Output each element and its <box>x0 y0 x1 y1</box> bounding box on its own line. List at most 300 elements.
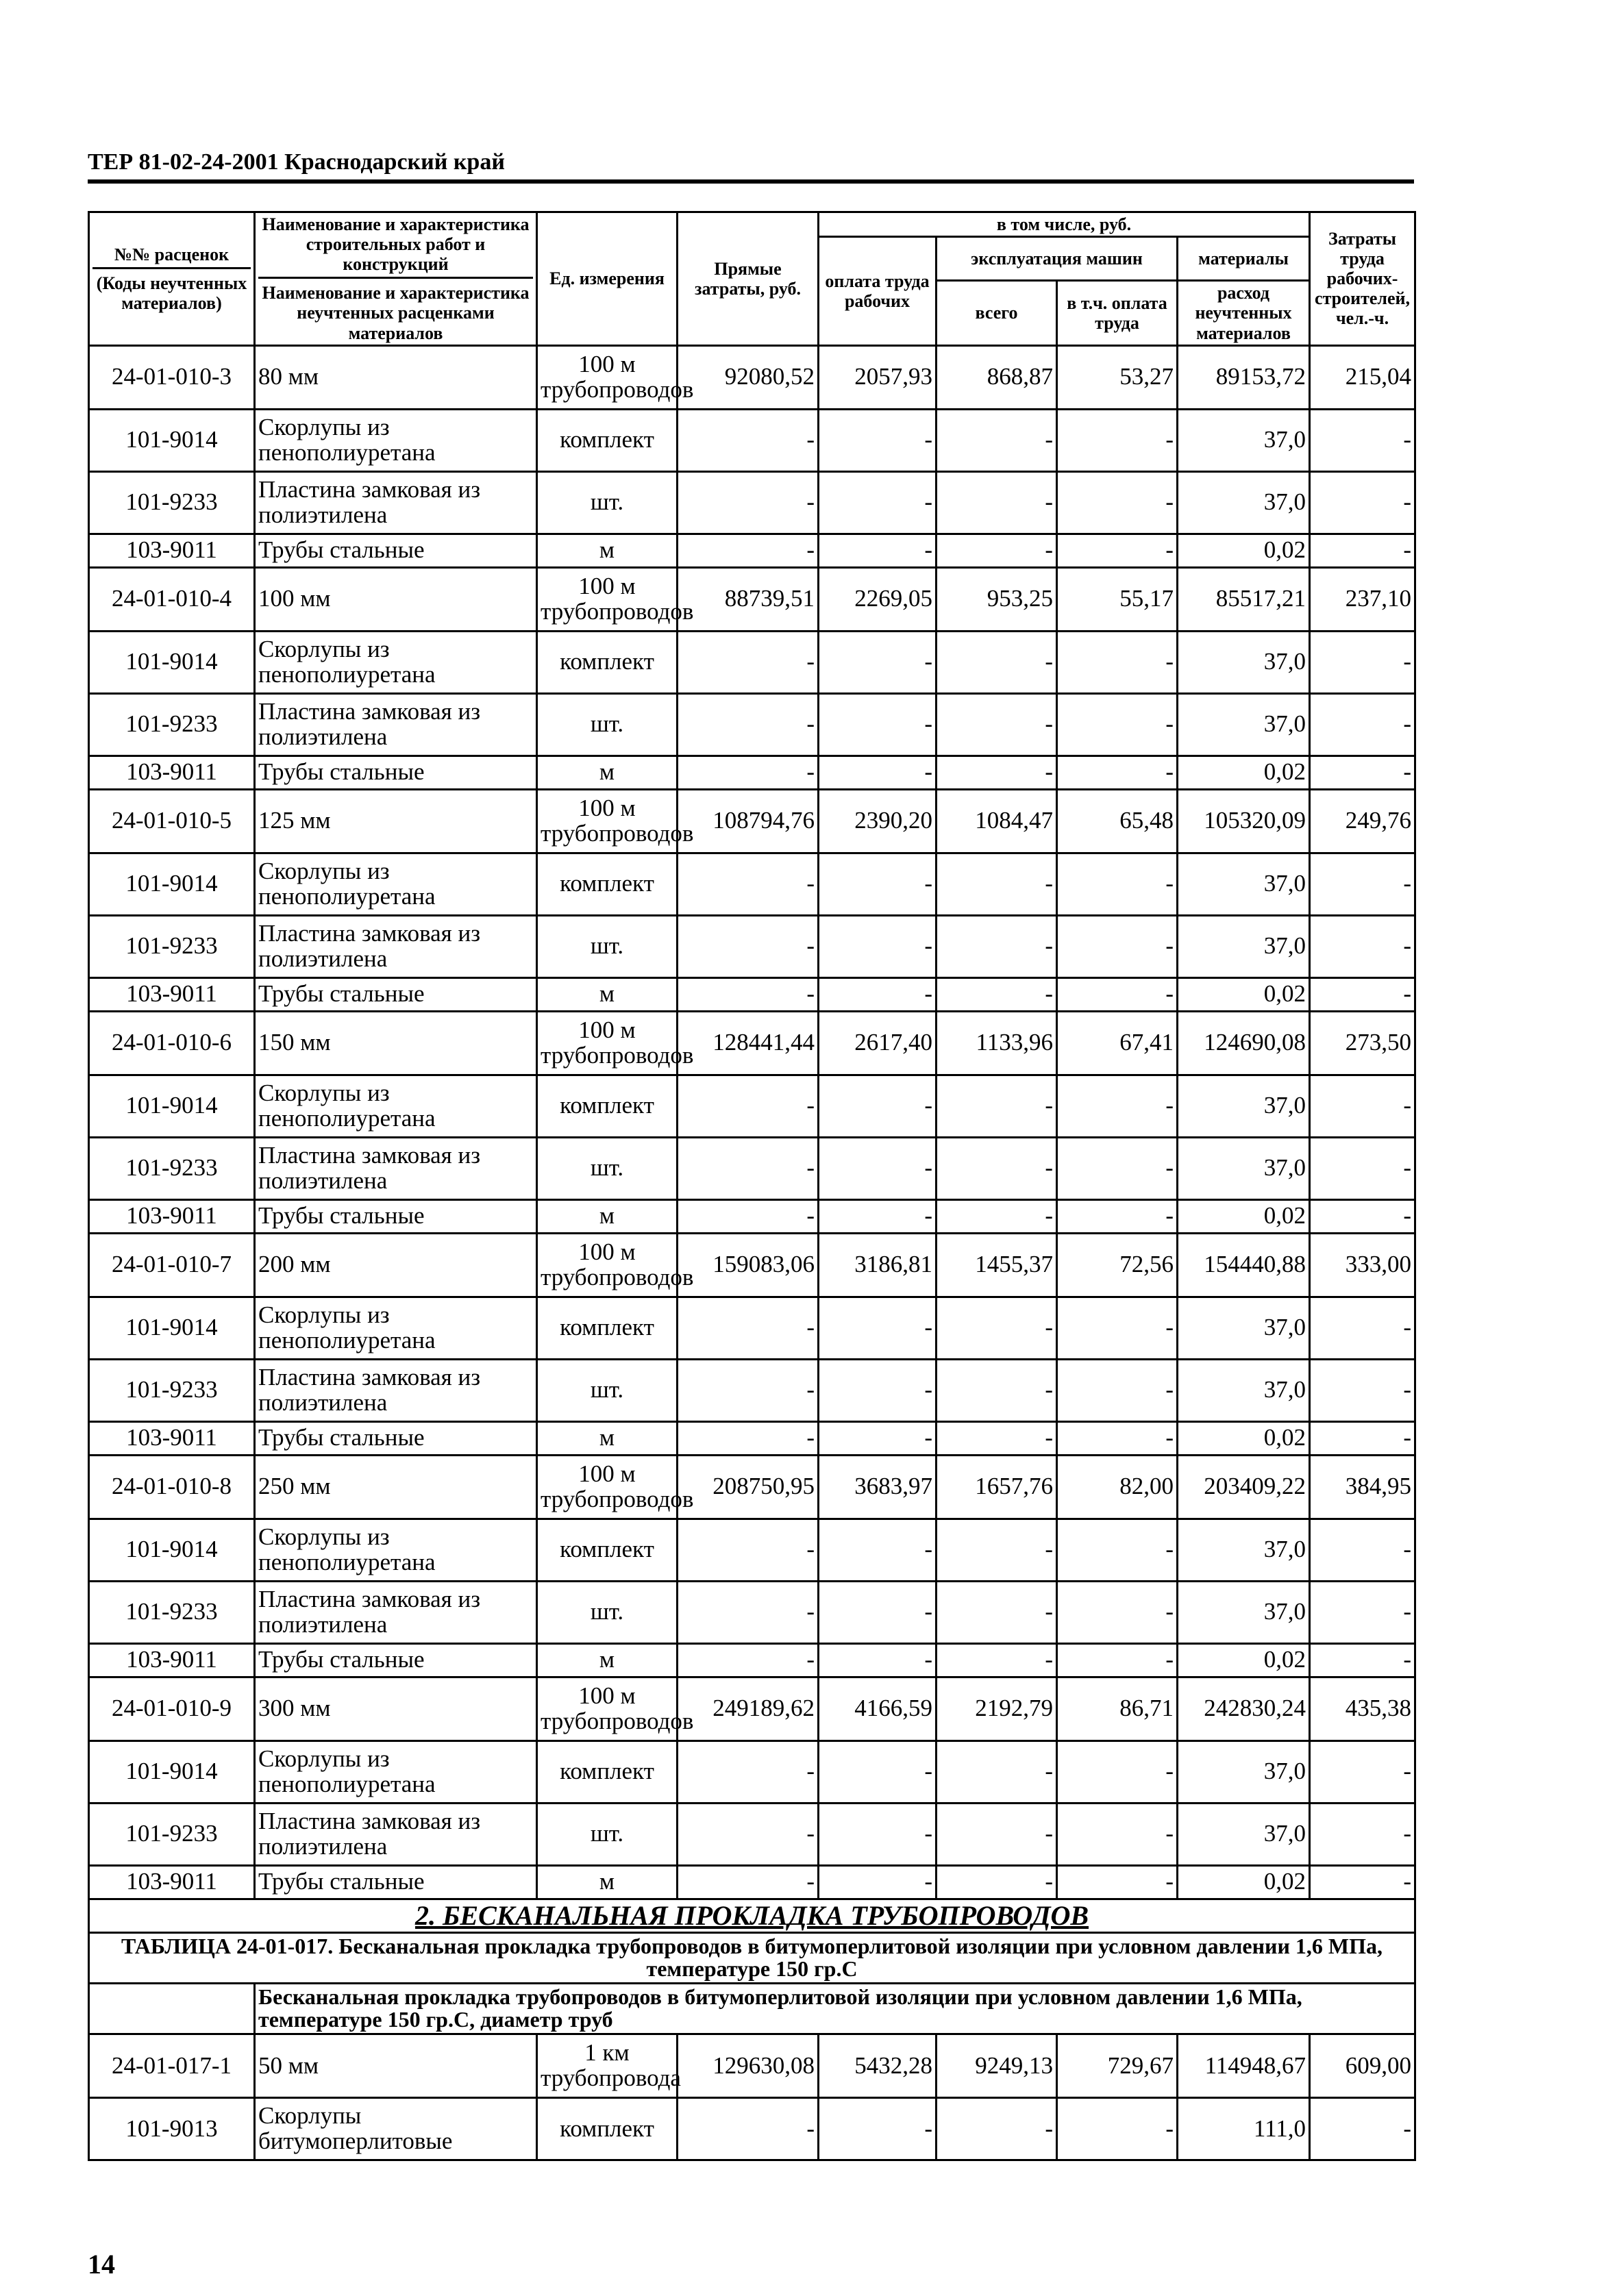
material-consumption: 37,0 <box>1178 915 1310 977</box>
machines-total: - <box>937 1421 1057 1455</box>
machines-wage: - <box>1057 1643 1178 1677</box>
direct-costs: - <box>678 977 819 1011</box>
material-name: Трубы стальные <box>255 534 537 567</box>
labor: - <box>1310 1199 1415 1233</box>
col-incl-header: в том числе, руб. <box>819 212 1310 237</box>
machines-total: 9249,13 <box>937 2034 1057 2098</box>
material-code: 101-9014 <box>89 1519 255 1581</box>
material-consumption: 0,02 <box>1178 1199 1310 1233</box>
table-row <box>89 789 1415 853</box>
wage: - <box>819 471 937 534</box>
material-code: 101-9233 <box>89 1359 255 1421</box>
direct-costs: 88739,51 <box>678 567 819 631</box>
wage: - <box>819 1421 937 1455</box>
unit: 100 м трубопроводов <box>537 789 678 853</box>
direct-costs: 129630,08 <box>678 2034 819 2098</box>
material-consumption: 0,02 <box>1178 977 1310 1011</box>
material-name: Трубы стальные <box>255 1643 537 1677</box>
wage: - <box>819 1199 937 1233</box>
direct-costs: - <box>678 915 819 977</box>
unit: комплект <box>537 1075 678 1137</box>
material-code: 101-9013 <box>89 2098 255 2160</box>
table-row <box>89 1421 1415 1455</box>
table-row <box>89 1075 1415 1137</box>
labor: - <box>1310 1519 1415 1581</box>
machines-total: - <box>937 1643 1057 1677</box>
materials: 105320,09 <box>1178 789 1310 853</box>
labor: 435,38 <box>1310 1677 1415 1740</box>
material-consumption: 37,0 <box>1178 1519 1310 1581</box>
materials: 154440,88 <box>1178 1233 1310 1297</box>
machines-wage: 53,27 <box>1057 345 1178 409</box>
table-row <box>89 534 1415 567</box>
material-name: Скорлупы из пенополиуретана <box>255 631 537 693</box>
machines-total: - <box>937 1137 1057 1199</box>
material-consumption: 37,0 <box>1178 409 1310 471</box>
labor: - <box>1310 2098 1415 2160</box>
material-code: 103-9011 <box>89 534 255 567</box>
unit: м <box>537 1199 678 1233</box>
table-row <box>89 693 1415 756</box>
material-name: Трубы стальные <box>255 756 537 789</box>
wage: - <box>819 1581 937 1643</box>
work-name: 200 мм <box>255 1233 537 1297</box>
direct-costs: - <box>678 1519 819 1581</box>
rate-code: 24-01-010-9 <box>89 1677 255 1740</box>
labor: - <box>1310 977 1415 1011</box>
material-name: Трубы стальные <box>255 1865 537 1899</box>
col-name-header <box>255 212 537 346</box>
unit: 100 м трубопроводов <box>537 1455 678 1519</box>
table-row <box>89 1455 1415 1519</box>
material-consumption: 0,02 <box>1178 534 1310 567</box>
work-name: 50 мм <box>255 2034 537 2098</box>
materials: 203409,22 <box>1178 1455 1310 1519</box>
direct-costs: - <box>678 693 819 756</box>
unit: 1 км трубопровода <box>537 2034 678 2098</box>
labor: 609,00 <box>1310 2034 1415 2098</box>
machines-total: - <box>937 756 1057 789</box>
direct-costs: - <box>678 1803 819 1865</box>
machines-total: 1657,76 <box>937 1455 1057 1519</box>
machines-wage: 82,00 <box>1057 1455 1178 1519</box>
table-row <box>89 977 1415 1011</box>
wage: 5432,28 <box>819 2034 937 2098</box>
table-row <box>89 471 1415 534</box>
col-direct-header: Прямые затраты, руб. <box>678 212 819 346</box>
machines-wage: - <box>1057 977 1178 1011</box>
materials: 85517,21 <box>1178 567 1310 631</box>
wage: 4166,59 <box>819 1677 937 1740</box>
machines-total: - <box>937 1519 1057 1581</box>
table-title: ТАБЛИЦА 24-01-017. Бесканальная прокладка трубопроводов в битумоперлитовой изоляции при условном давлении 1,6 МПа, температуре 150 гр.С <box>89 1932 1415 1983</box>
direct-costs: - <box>678 1421 819 1455</box>
direct-costs: - <box>678 1643 819 1677</box>
material-name: Трубы стальные <box>255 1199 537 1233</box>
table-row <box>89 1359 1415 1421</box>
direct-costs: - <box>678 471 819 534</box>
machines-wage: 65,48 <box>1057 789 1178 853</box>
direct-costs: - <box>678 1137 819 1199</box>
material-consumption: 37,0 <box>1178 1740 1310 1803</box>
rate-code: 24-01-010-6 <box>89 1011 255 1075</box>
price-table <box>88 211 1416 2161</box>
work-name: 250 мм <box>255 1455 537 1519</box>
material-name: Скорлупы из пенополиуретана <box>255 1740 537 1803</box>
col-unit-header: Ед. измерения <box>537 212 678 346</box>
direct-costs: 128441,44 <box>678 1011 819 1075</box>
direct-costs: 108794,76 <box>678 789 819 853</box>
material-code: 103-9011 <box>89 1865 255 1899</box>
labor: - <box>1310 1581 1415 1643</box>
machines-wage: 72,56 <box>1057 1233 1178 1297</box>
table-row <box>89 915 1415 977</box>
col-mat-unaccounted-header: расход неучтенных материалов <box>1178 281 1310 345</box>
machines-total: - <box>937 915 1057 977</box>
labor: - <box>1310 1359 1415 1421</box>
machines-total: - <box>937 471 1057 534</box>
unit: м <box>537 1421 678 1455</box>
machines-total: - <box>937 2098 1057 2160</box>
labor: - <box>1310 409 1415 471</box>
unit: шт. <box>537 693 678 756</box>
machines-wage: 55,17 <box>1057 567 1178 631</box>
rate-code: 24-01-010-5 <box>89 789 255 853</box>
labor: - <box>1310 853 1415 915</box>
material-name: Трубы стальные <box>255 1421 537 1455</box>
direct-costs: - <box>678 1740 819 1803</box>
labor: 273,50 <box>1310 1011 1415 1075</box>
col-code-top: №№ расценок <box>92 245 251 269</box>
material-consumption: 37,0 <box>1178 1803 1310 1865</box>
direct-costs: - <box>678 2098 819 2160</box>
labor: - <box>1310 1297 1415 1359</box>
labor: - <box>1310 693 1415 756</box>
table-row <box>89 1581 1415 1643</box>
machines-total: 1133,96 <box>937 1011 1057 1075</box>
labor: - <box>1310 1803 1415 1865</box>
machines-total: - <box>937 534 1057 567</box>
machines-wage: - <box>1057 853 1178 915</box>
work-name: 300 мм <box>255 1677 537 1740</box>
materials: 114948,67 <box>1178 2034 1310 2098</box>
unit: комплект <box>537 1740 678 1803</box>
material-name: Пластина замковая из полиэтилена <box>255 915 537 977</box>
machines-wage: - <box>1057 1581 1178 1643</box>
wage: - <box>819 756 937 789</box>
labor: 333,00 <box>1310 1233 1415 1297</box>
table-row <box>89 409 1415 471</box>
col-name-bottom: Наименование и характеристика неучтенных расценками материалов <box>262 283 530 343</box>
machines-total: - <box>937 977 1057 1011</box>
material-code: 101-9014 <box>89 1740 255 1803</box>
table-row <box>89 1740 1415 1803</box>
material-name: Пластина замковая из полиэтилена <box>255 471 537 534</box>
material-code: 101-9014 <box>89 853 255 915</box>
group-description-row <box>89 1983 1415 2034</box>
table-title-row <box>89 1932 1415 1983</box>
machines-total: 953,25 <box>937 567 1057 631</box>
labor: - <box>1310 1421 1415 1455</box>
unit: комплект <box>537 409 678 471</box>
table-row <box>89 1137 1415 1199</box>
material-consumption: 37,0 <box>1178 1075 1310 1137</box>
machines-total: 868,87 <box>937 345 1057 409</box>
materials: 242830,24 <box>1178 1677 1310 1740</box>
direct-costs: - <box>678 1075 819 1137</box>
wage: - <box>819 1359 937 1421</box>
rate-code: 24-01-010-7 <box>89 1233 255 1297</box>
wage: - <box>819 853 937 915</box>
wage: - <box>819 534 937 567</box>
material-code: 101-9014 <box>89 1297 255 1359</box>
direct-costs: 92080,52 <box>678 345 819 409</box>
table-row <box>89 567 1415 631</box>
wage: - <box>819 915 937 977</box>
material-code: 101-9233 <box>89 1803 255 1865</box>
unit: шт. <box>537 1359 678 1421</box>
material-name: Скорлупы из пенополиуретана <box>255 1075 537 1137</box>
work-name: 100 мм <box>255 567 537 631</box>
machines-wage: - <box>1057 756 1178 789</box>
work-name: 80 мм <box>255 345 537 409</box>
table-row <box>89 345 1415 409</box>
labor: 384,95 <box>1310 1455 1415 1519</box>
wage: - <box>819 1803 937 1865</box>
machines-total: - <box>937 853 1057 915</box>
machines-wage: - <box>1057 631 1178 693</box>
direct-costs: - <box>678 1581 819 1643</box>
col-mach-total-header: всего <box>937 281 1057 345</box>
material-consumption: 37,0 <box>1178 693 1310 756</box>
machines-total: 2192,79 <box>937 1677 1057 1740</box>
machines-wage: - <box>1057 1359 1178 1421</box>
machines-wage: - <box>1057 1865 1178 1899</box>
section-row <box>89 1899 1415 1932</box>
wage: 2269,05 <box>819 567 937 631</box>
labor: - <box>1310 1137 1415 1199</box>
material-consumption: 37,0 <box>1178 1359 1310 1421</box>
material-code: 103-9011 <box>89 1421 255 1455</box>
table-body <box>89 345 1415 2160</box>
material-consumption: 37,0 <box>1178 631 1310 693</box>
material-code: 101-9233 <box>89 1137 255 1199</box>
unit: комплект <box>537 1297 678 1359</box>
material-code: 101-9014 <box>89 631 255 693</box>
work-name: 125 мм <box>255 789 537 853</box>
col-materials-header: материалы <box>1178 237 1310 281</box>
table-row <box>89 756 1415 789</box>
direct-costs: - <box>678 534 819 567</box>
machines-total: 1084,47 <box>937 789 1057 853</box>
table-row <box>89 1677 1415 1740</box>
group-description: Бесканальная прокладка трубопроводов в битумоперлитовой изоляции при условном давлении 1,6 МПа, температуре 150 гр.С, диаметр труб <box>255 1983 1415 2034</box>
machines-wage: - <box>1057 1519 1178 1581</box>
machines-wage: - <box>1057 693 1178 756</box>
material-code: 103-9011 <box>89 756 255 789</box>
rate-code: 24-01-010-3 <box>89 345 255 409</box>
labor: - <box>1310 915 1415 977</box>
direct-costs: - <box>678 1865 819 1899</box>
material-code: 101-9233 <box>89 1581 255 1643</box>
machines-total: 1455,37 <box>937 1233 1057 1297</box>
machines-wage: - <box>1057 915 1178 977</box>
table-row <box>89 1643 1415 1677</box>
unit: 100 м трубопроводов <box>537 345 678 409</box>
material-consumption: 0,02 <box>1178 756 1310 789</box>
table-row <box>89 1865 1415 1899</box>
direct-costs: - <box>678 631 819 693</box>
machines-total: - <box>937 1199 1057 1233</box>
col-code-bottom: (Коды неучтенных материалов) <box>96 273 247 313</box>
materials: 124690,08 <box>1178 1011 1310 1075</box>
machines-wage: - <box>1057 471 1178 534</box>
material-consumption: 0,02 <box>1178 1643 1310 1677</box>
wage: - <box>819 1643 937 1677</box>
wage: 2057,93 <box>819 345 937 409</box>
labor: - <box>1310 1075 1415 1137</box>
unit: комплект <box>537 853 678 915</box>
wage: - <box>819 1740 937 1803</box>
material-name: Скорлупы из пенополиуретана <box>255 853 537 915</box>
labor: - <box>1310 756 1415 789</box>
unit: м <box>537 1865 678 1899</box>
machines-wage: - <box>1057 1199 1178 1233</box>
wage: - <box>819 693 937 756</box>
unit: м <box>537 756 678 789</box>
direct-costs: - <box>678 409 819 471</box>
rate-code: 24-01-010-4 <box>89 567 255 631</box>
table-row <box>89 631 1415 693</box>
direct-costs: - <box>678 756 819 789</box>
rate-code: 24-01-010-8 <box>89 1455 255 1519</box>
material-code: 101-9233 <box>89 471 255 534</box>
material-name: Скорлупы битумоперлитовые <box>255 2098 537 2160</box>
material-consumption: 37,0 <box>1178 1137 1310 1199</box>
material-consumption: 37,0 <box>1178 853 1310 915</box>
labor: 249,76 <box>1310 789 1415 853</box>
table-row <box>89 1519 1415 1581</box>
wage: - <box>819 409 937 471</box>
material-code: 101-9233 <box>89 693 255 756</box>
rate-code: 24-01-017-1 <box>89 2034 255 2098</box>
material-name: Скорлупы из пенополиуретана <box>255 1519 537 1581</box>
wage: - <box>819 1297 937 1359</box>
materials: 89153,72 <box>1178 345 1310 409</box>
direct-costs: - <box>678 1297 819 1359</box>
machines-wage: - <box>1057 1075 1178 1137</box>
material-name: Пластина замковая из полиэтилена <box>255 693 537 756</box>
material-name: Пластина замковая из полиэтилена <box>255 1359 537 1421</box>
unit: 100 м трубопроводов <box>537 1677 678 1740</box>
table-row <box>89 2098 1415 2160</box>
labor: 237,10 <box>1310 567 1415 631</box>
material-consumption: 0,02 <box>1178 1865 1310 1899</box>
material-code: 101-9233 <box>89 915 255 977</box>
wage: - <box>819 2098 937 2160</box>
labor: - <box>1310 471 1415 534</box>
col-name-top: Наименование и характеристика строительных работ и конструкций <box>258 214 533 279</box>
material-consumption: 0,02 <box>1178 1421 1310 1455</box>
material-name: Пластина замковая из полиэтилена <box>255 1581 537 1643</box>
machines-wage: - <box>1057 1297 1178 1359</box>
unit: м <box>537 534 678 567</box>
direct-costs: - <box>678 853 819 915</box>
machines-wage: 67,41 <box>1057 1011 1178 1075</box>
page-number: 14 <box>88 2249 115 2280</box>
wage: - <box>819 977 937 1011</box>
wage: - <box>819 1075 937 1137</box>
machines-total: - <box>937 1359 1057 1421</box>
unit: шт. <box>537 1137 678 1199</box>
labor: - <box>1310 631 1415 693</box>
machines-total: - <box>937 1740 1057 1803</box>
table-row <box>89 1297 1415 1359</box>
machines-wage: 729,67 <box>1057 2034 1178 2098</box>
material-code: 101-9014 <box>89 409 255 471</box>
direct-costs: 208750,95 <box>678 1455 819 1519</box>
unit: комплект <box>537 631 678 693</box>
direct-costs: 159083,06 <box>678 1233 819 1297</box>
col-machines-header: эксплуатация машин <box>937 237 1178 281</box>
unit: шт. <box>537 1803 678 1865</box>
material-name: Скорлупы из пенополиуретана <box>255 1297 537 1359</box>
labor: - <box>1310 1865 1415 1899</box>
machines-wage: - <box>1057 1137 1178 1199</box>
blank-cell <box>89 1983 255 2034</box>
wage: 2390,20 <box>819 789 937 853</box>
material-name: Скорлупы из пенополиуретана <box>255 409 537 471</box>
table-row <box>89 1199 1415 1233</box>
table-row <box>89 2034 1415 2098</box>
table-row <box>89 853 1415 915</box>
unit: шт. <box>537 915 678 977</box>
table-row <box>89 1233 1415 1297</box>
machines-total: - <box>937 1865 1057 1899</box>
material-consumption: 37,0 <box>1178 1581 1310 1643</box>
labor: - <box>1310 534 1415 567</box>
material-consumption: 37,0 <box>1178 471 1310 534</box>
col-code-header <box>89 212 255 346</box>
machines-total: - <box>937 1297 1057 1359</box>
page-header: ТЕР 81-02-24-2001 Краснодарский край <box>88 149 505 175</box>
material-code: 103-9011 <box>89 977 255 1011</box>
machines-wage: - <box>1057 2098 1178 2160</box>
material-code: 101-9014 <box>89 1075 255 1137</box>
material-consumption: 111,0 <box>1178 2098 1310 2160</box>
labor: 215,04 <box>1310 345 1415 409</box>
header-rule <box>88 179 1414 184</box>
unit: шт. <box>537 471 678 534</box>
material-code: 103-9011 <box>89 1643 255 1677</box>
col-wage-header: оплата труда рабочих <box>819 237 937 346</box>
col-labor-header: Затраты труда рабочих-строителей, чел.-ч. <box>1310 212 1415 346</box>
wage: 3683,97 <box>819 1455 937 1519</box>
material-name: Трубы стальные <box>255 977 537 1011</box>
labor: - <box>1310 1740 1415 1803</box>
material-consumption: 37,0 <box>1178 1297 1310 1359</box>
work-name: 150 мм <box>255 1011 537 1075</box>
unit: 100 м трубопроводов <box>537 1011 678 1075</box>
machines-wage: - <box>1057 1421 1178 1455</box>
material-name: Пластина замковая из полиэтилена <box>255 1803 537 1865</box>
material-code: 103-9011 <box>89 1199 255 1233</box>
unit: м <box>537 977 678 1011</box>
material-name: Пластина замковая из полиэтилена <box>255 1137 537 1199</box>
machines-wage: - <box>1057 409 1178 471</box>
section-title: 2. БЕСКАНАЛЬНАЯ ПРОКЛАДКА ТРУБОПРОВОДОВ <box>89 1899 1415 1932</box>
direct-costs: 249189,62 <box>678 1677 819 1740</box>
